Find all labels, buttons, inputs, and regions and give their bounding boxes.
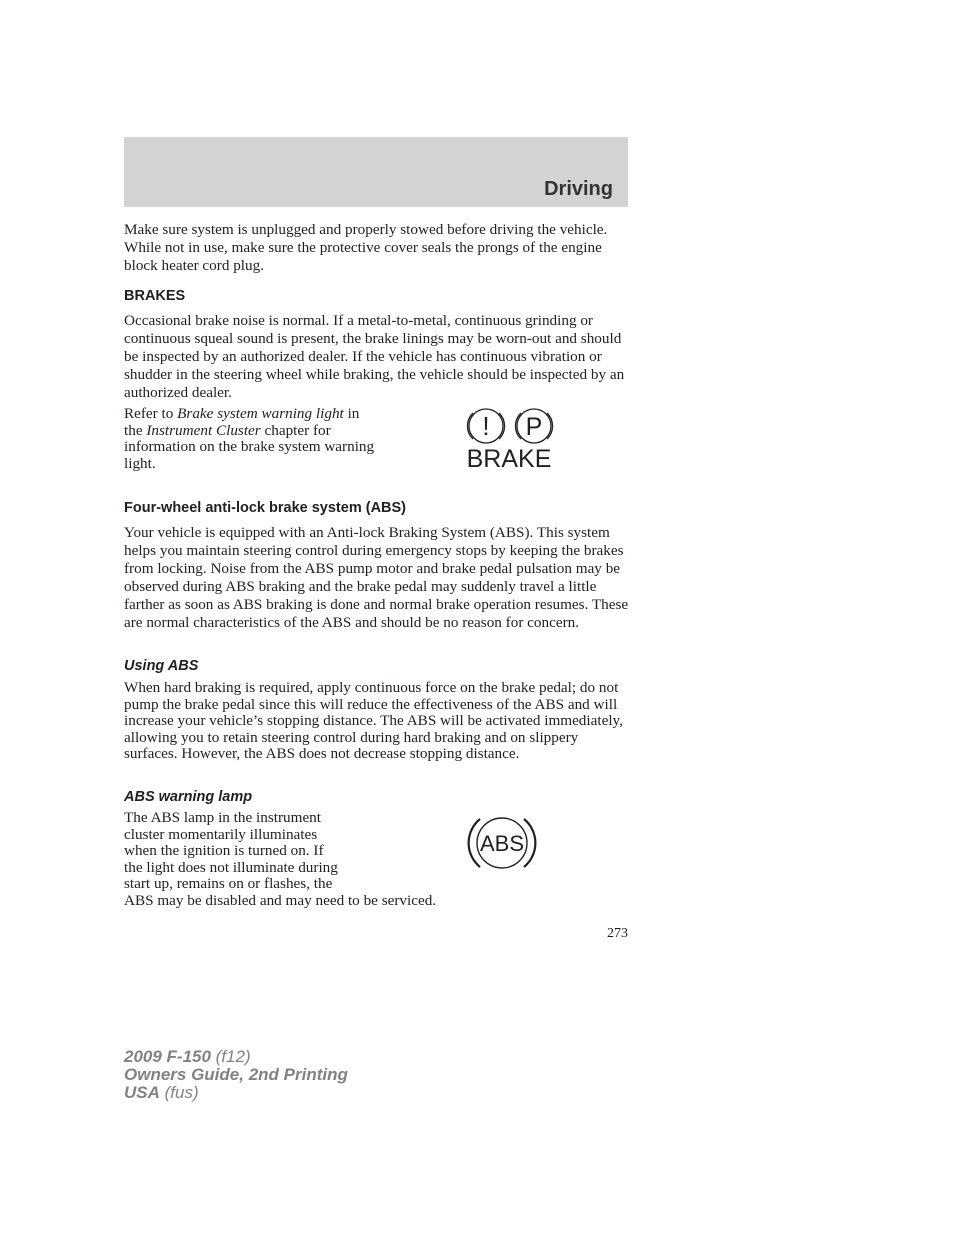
parking-p-glyph: P [525, 413, 543, 441]
footer-line-1 [124, 1048, 348, 1066]
footer-model: 2009 F-150 [124, 1047, 211, 1066]
abs-section-paragraph: Your vehicle is equipped with an Anti-lock Braking System (ABS). This system helps you maintain steering control during emergency stops by keeping the brakes from locking. Noise from the ABS pump motor and brake pedal pulsation may be observed during ABS braking and the brake pedal may suddenly travel a little farther as soon as ABS braking is done and normal brake operation resumes. These are normal characteristics of the ABS and should be no reason for concern. [124, 524, 629, 631]
footer-guide: Owners Guide, 2nd Printing [124, 1065, 348, 1084]
brake-label: BRAKE [466, 445, 552, 473]
abs-lamp-line: the light does not illuminate during [124, 858, 338, 876]
refer-prefix: Refer to [124, 405, 178, 422]
footer-market-code: (fus) [159, 1083, 199, 1102]
intro-paragraph: Make sure system is unplugged and properly stowed before driving the vehicle. While not in use, make sure the protective cover seals the prongs of the engine block heater cord plug. [124, 221, 608, 274]
brakes-paragraph: Occasional brake noise is normal. If a metal-to-metal, continuous grinding or continuous squeal sound is present, the brake linings may be worn-out and should be inspected by an authorized dealer. If the vehicle has continuous vibration or shudder in the steering wheel while braking, the vehicle should be inspected by an authorized dealer. [124, 312, 625, 401]
footer-imprint [124, 1048, 348, 1102]
abs-label: ABS [479, 831, 525, 856]
abs-lamp-line: when the ignition is turned on. If [124, 842, 324, 859]
refer-link-instrument-cluster: Instrument Cluster [146, 421, 261, 439]
using-abs-heading: Using ABS [124, 658, 199, 674]
abs-lamp-line: The ABS lamp in the instrument [124, 809, 321, 826]
refer-suffix: chapter for information on the brake system warning light. [124, 421, 375, 472]
abs-lamp-heading: ABS warning lamp [124, 789, 253, 805]
abs-lamp-line: cluster momentarily illuminates [124, 825, 318, 843]
footer-model-code: (f12) [210, 1047, 251, 1066]
brake-refer-paragraph [124, 406, 380, 472]
exclamation-glyph: ! [482, 411, 490, 441]
refer-link-brake-light: Brake system warning light [177, 405, 344, 422]
using-abs-paragraph: When hard braking is required, apply continuous force on the brake pedal; do not pump the brake pedal since this will reduce the effectiveness of the ABS and will increase your vehicle’s stopping distance. The ABS will be activated immediately, allowing you to retain steering control during hard braking and on slippery surfaces. However, the ABS does not decrease stopping distance. [124, 679, 623, 762]
brake-warning-icon [462, 407, 558, 473]
footer-line-2 [124, 1066, 348, 1084]
footer-line-3 [124, 1084, 348, 1102]
page-number: 273 [607, 926, 628, 941]
abs-lamp-line: start up, remains on or flashes, the [124, 875, 333, 892]
brakes-heading: BRAKES [124, 288, 186, 304]
footer-market: USA [124, 1083, 160, 1102]
abs-section-heading: Four-wheel anti-lock brake system (ABS) [124, 500, 407, 516]
section-header [124, 137, 628, 207]
refer-mid: in the [124, 405, 360, 439]
section-title: Driving [544, 178, 613, 200]
abs-lamp-line: ABS may be disabled and may need to be serviced. [124, 891, 437, 909]
abs-warning-icon [464, 813, 540, 873]
